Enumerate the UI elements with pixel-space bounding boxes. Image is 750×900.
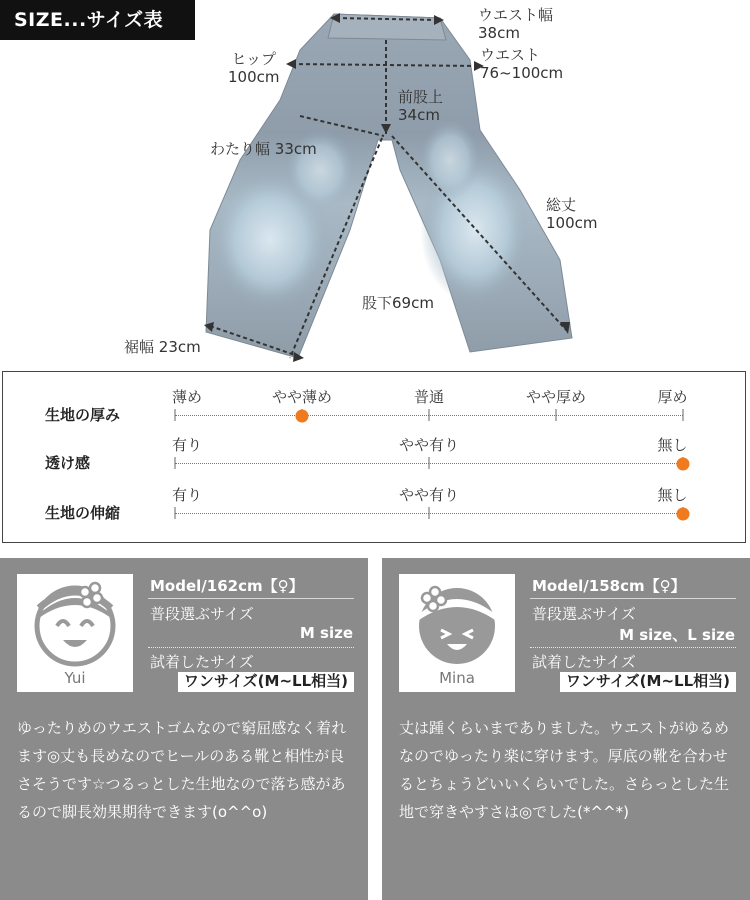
model-height: Model/162cm【♀】 [150, 577, 304, 595]
total-length-measure [546, 196, 598, 232]
divider [148, 598, 354, 599]
fabric-row-label: 透け感 [45, 454, 91, 472]
usual-size-label: 普段選ぶサイズ [150, 605, 254, 623]
selected-level-marker [677, 508, 690, 521]
dotted-divider [530, 647, 736, 648]
scale-option-label: やや有り [398, 436, 460, 454]
thigh-width-measure [210, 140, 317, 158]
hem-width-value: 23cm [158, 338, 201, 356]
usual-size-value: M size、L size [619, 626, 735, 644]
model-card-yui [0, 558, 368, 900]
scale-tick [429, 457, 430, 469]
fabric-row-label: 生地の伸縮 [45, 504, 121, 522]
hem-width-label: 裾幅 [124, 338, 155, 356]
model-card-mina [382, 558, 750, 900]
hip-value: 100cm [228, 68, 280, 86]
scale-option-label: やや薄め [271, 388, 333, 406]
scale-tick [556, 409, 557, 421]
scale-option-label: 普通 [413, 388, 445, 406]
usual-size-value: M size [299, 624, 353, 642]
waist-value: 76~100cm [480, 64, 564, 82]
tried-size-value: ワンサイズ(M~LL相当) [178, 672, 354, 692]
inseam-measure [362, 294, 434, 312]
usual-size-label: 普段選ぶサイズ [532, 605, 636, 623]
front-rise-value: 34cm [398, 106, 440, 124]
fabric-properties-table [2, 371, 746, 543]
scale-option-label: やや厚め [525, 388, 587, 406]
scale-tick [429, 409, 430, 421]
hem-width-measure [124, 338, 201, 356]
waist-width-value: 38cm [478, 24, 520, 42]
model-comment: 丈は踵くらいまでありました。ウエストがゆるめなのでゆったり楽に穿けます。厚底の靴を合わせるとちょうどいいくらいでした。さらっとした生地で穿きやすさは◎でした(*^^*) [399, 719, 730, 821]
scale-option-label: 有り [171, 486, 203, 504]
selected-level-marker [296, 410, 309, 423]
tried-size-label: 試着したサイズ [150, 653, 254, 671]
scale-option-label: 無し [657, 436, 688, 454]
divider [530, 598, 736, 599]
scale-tick [175, 409, 176, 421]
model-comment: ゆったりめのウエストゴムなので窮屈感なく着れます◎丈も長めなのでヒールのある靴と相性が良さそうです☆つるっとした生地なので落ち感があるので脚長効果期待できます(o^^o) [17, 719, 347, 821]
smiling-face-icon [17, 574, 133, 674]
avatar-yui [17, 574, 133, 692]
scale-option-label: 厚め [657, 388, 688, 406]
hip-measure [228, 50, 280, 86]
winking-face-icon [399, 574, 515, 674]
waist-label: ウエスト [480, 46, 541, 64]
scale-tick [683, 409, 684, 421]
scale-tick [175, 507, 176, 519]
front-rise-measure [398, 88, 443, 124]
size-chart-title: SIZE...サイズ表 [0, 0, 195, 40]
avatar-name: Yui [64, 669, 86, 687]
avatar-mina [399, 574, 515, 692]
scale-tick [429, 507, 430, 519]
scale-option-label: 無し [657, 486, 688, 504]
scale-option-label: 有り [171, 436, 203, 454]
inseam-value: 69cm [392, 294, 434, 312]
total-length-value: 100cm [546, 214, 598, 232]
size-chart [0, 0, 750, 368]
thigh-width-label: わたり幅 [210, 140, 271, 158]
avatar-name: Mina [439, 669, 475, 687]
waist-width-measure [478, 6, 553, 42]
hip-label: ヒップ [231, 50, 277, 68]
selected-level-marker [677, 458, 690, 471]
pants-illustration [0, 0, 750, 368]
tried-size-value: ワンサイズ(M~LL相当) [560, 672, 736, 692]
thigh-width-value: 33cm [274, 140, 317, 158]
total-length-label: 総丈 [546, 196, 577, 214]
scale-option-label: やや有り [398, 486, 460, 504]
scale-tick [175, 457, 176, 469]
dotted-divider [148, 647, 354, 648]
front-rise-label: 前股上 [398, 88, 444, 106]
fabric-row-label: 生地の厚み [45, 406, 121, 424]
waist-width-label: ウエスト幅 [478, 6, 554, 24]
scale-option-label: 薄め [171, 388, 203, 406]
model-height: Model/158cm【♀】 [532, 577, 686, 595]
inseam-label: 股下 [362, 294, 393, 312]
waist-measure [480, 46, 563, 82]
tried-size-label: 試着したサイズ [532, 653, 636, 671]
